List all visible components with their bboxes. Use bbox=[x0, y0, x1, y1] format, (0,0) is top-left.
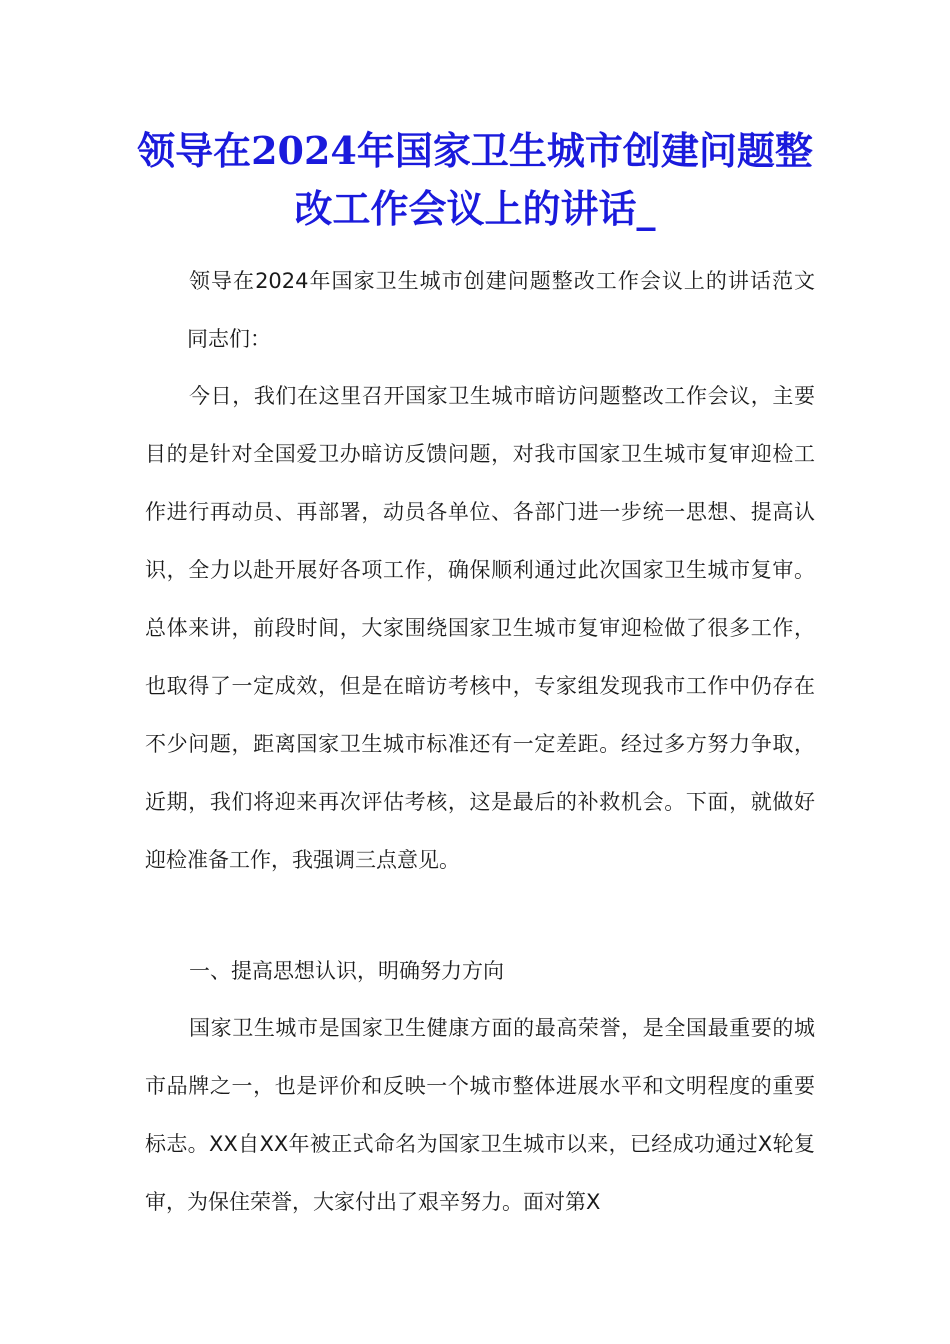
intro-paragraph bbox=[145, 252, 815, 368]
body-paragraph: 国家卫生城市是国家卫生健康方面的最高荣誉，是全国最重要的城市品牌之一，也是评价和反映一个城市整体进展水平和文明程度的重要标志。XX自XX年被正式命名为国家卫生城市以来，已经成功通过X轮复审，为保住荣誉，大家付出了艰辛努力。面对第X bbox=[145, 1016, 815, 1214]
body-paragraph: 今日，我们在这里召开国家卫生城市暗访问题整改工作会议，主要目的是针对全国爱卫办暗访反馈问题，对我市国家卫生城市复审迎检工作进行再动员、再部署，动员各单位、各部门进一步统一思想、提高认识，全力以赴开展好各项工作，确保顺利通过此次国家卫生城市复审。总体来讲，前段时间，大家围绕国家卫生城市复审迎检做了很多工作，也取得了一定成效，但是在暗访考核中，专家组发现我市工作中仍存在不少问题，距离国家卫生城市标准还有一定差距。经过多方努力争取，近期，我们将迎来再次评估考核，这是最后的补救机会。下面，就做好迎检准备工作，我强调三点意见。 bbox=[145, 384, 815, 872]
section-heading: 一、提高思想认识，明确努力方向 bbox=[189, 959, 504, 983]
intro-line: 领导在2024年国家卫生城市创建问题整改工作会议上的讲话范文 bbox=[189, 269, 815, 293]
document-title: 领导在2024年国家卫生城市创建问题整改工作会议上的讲话_ bbox=[137, 128, 813, 231]
salutation: 同志们： bbox=[187, 327, 271, 351]
